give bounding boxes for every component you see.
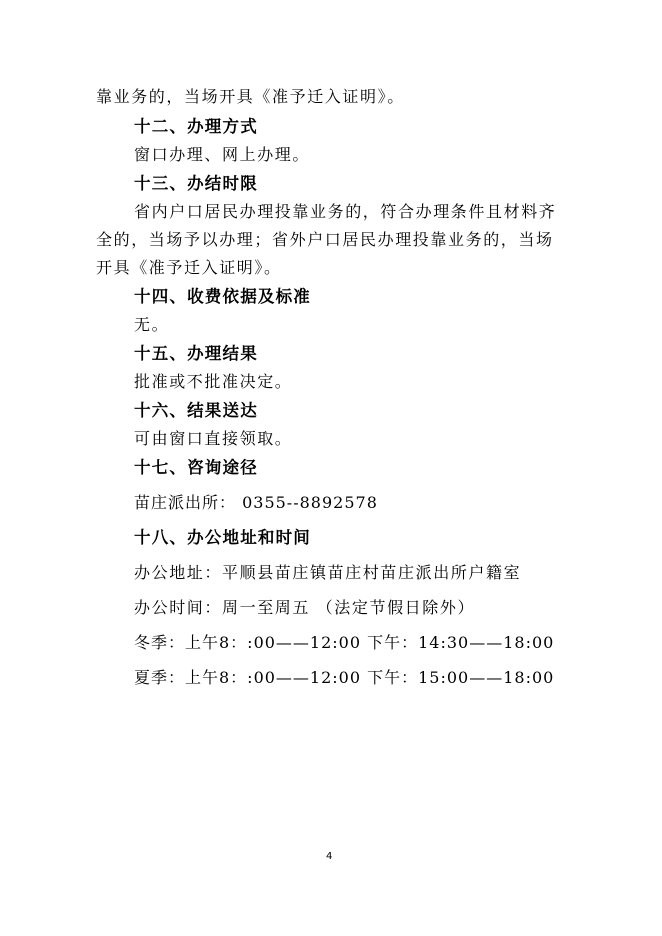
summer-hours: 夏季：上午8：:00——12:00 下午：15:00——18:00 — [134, 668, 555, 687]
section-heading-17: 十七、咨询途径 — [134, 458, 258, 477]
section-text-16: 可由窗口直接领取。 — [134, 429, 293, 448]
section-heading-16: 十六、结果送达 — [134, 401, 258, 420]
section-heading-12: 十二、办理方式 — [134, 117, 258, 136]
section-heading-13: 十三、办结时限 — [134, 174, 258, 193]
section-text-15: 批准或不批准决定。 — [134, 372, 293, 391]
paragraph-continuation: 靠业务的，当场开具《准予迁入证明》。 — [96, 87, 405, 106]
winter-hours: 冬季：上午8：:00——12:00 下午：14:30——18:00 — [134, 633, 555, 652]
office-hours: 办公时间：周一至周五 （法定节假日除外） — [134, 598, 476, 617]
section-heading-14: 十四、收费依据及标准 — [134, 287, 311, 306]
office-address: 办公地址：平顺县苗庄镇苗庄村苗庄派出所户籍室 — [134, 563, 522, 582]
page-number: 4 — [326, 851, 333, 862]
section-text-13-line-1: 省内户口居民办理投靠业务的，符合办理条件且材料齐 — [134, 202, 557, 221]
section-heading-15: 十五、办理结果 — [134, 344, 258, 363]
section-heading-18: 十八、办公地址和时间 — [134, 528, 311, 547]
section-text-13-line-3: 开具《准予迁入证明》。 — [96, 258, 282, 277]
section-text-13-line-2: 全的，当场予以办理；省外户口居民办理投靠业务的，当场 — [96, 230, 554, 249]
consult-phone: 苗庄派出所： 0355--8892578 — [134, 493, 378, 512]
section-text-12: 窗口办理、网上办理。 — [134, 145, 311, 164]
section-text-14: 无。 — [134, 315, 170, 334]
